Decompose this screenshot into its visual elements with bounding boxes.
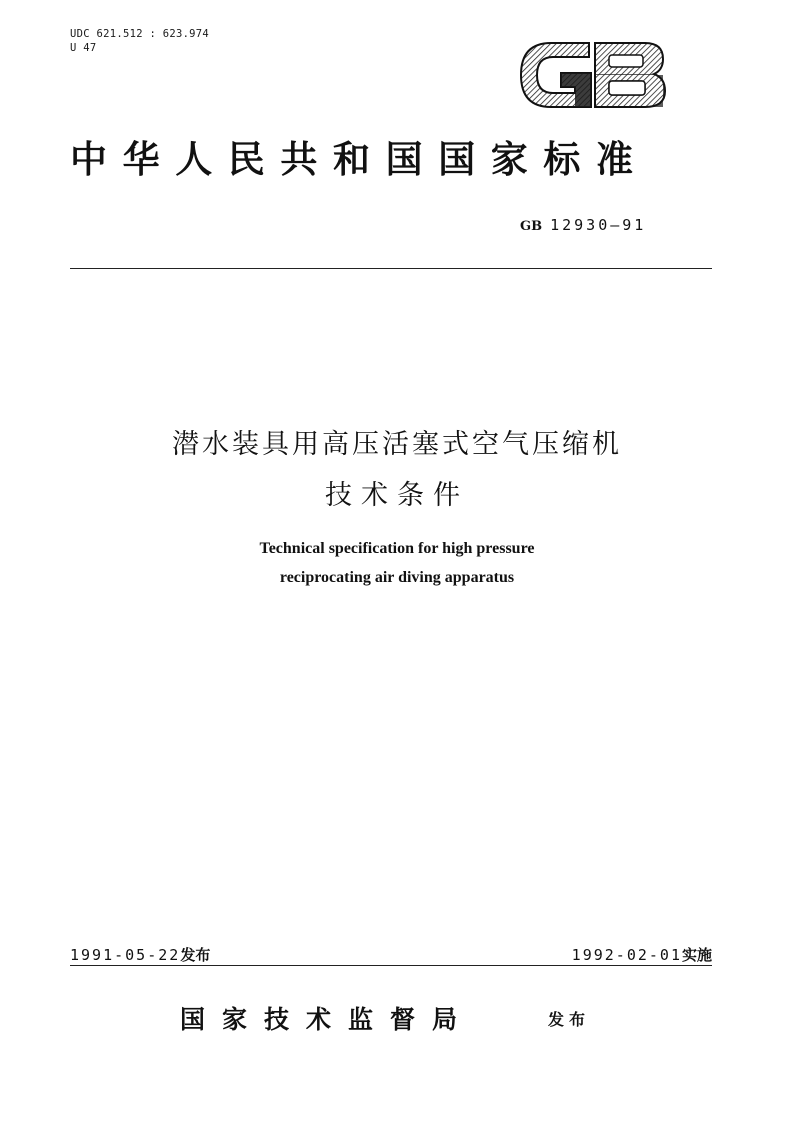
- udc-code: UDC 621.512 : 623.974: [70, 28, 210, 40]
- title-en-line1: Technical specification for high pressure: [259, 540, 535, 557]
- effective-date: [572, 944, 712, 965]
- standard-prefix: GB: [520, 219, 543, 234]
- bottom-divider: [70, 965, 712, 966]
- release-date-value: 1991-05-22: [70, 946, 181, 964]
- top-divider: [70, 268, 712, 269]
- effective-label: 实施: [681, 946, 712, 964]
- issuer-name: 国家技术监督局: [180, 1005, 475, 1034]
- standard-number: [520, 216, 646, 234]
- org-title: 中华人民共和国国家标准: [70, 137, 649, 181]
- release-label: 发布: [180, 946, 211, 964]
- standard-code: 12930—91: [550, 216, 647, 234]
- title-cn-line2: 技术条件: [325, 480, 469, 511]
- title-en-line2: reciprocating air diving apparatus: [279, 569, 515, 586]
- u-code: U 47: [70, 42, 97, 54]
- effective-date-value: 1992-02-01: [571, 946, 682, 964]
- issue-word: 发布: [548, 1010, 591, 1029]
- udc-classification: [70, 27, 209, 55]
- release-date: [70, 944, 210, 965]
- gb-logo-icon: [517, 37, 667, 113]
- title-cn-line1: 潜水装具用高压活塞式空气压缩机: [172, 429, 622, 460]
